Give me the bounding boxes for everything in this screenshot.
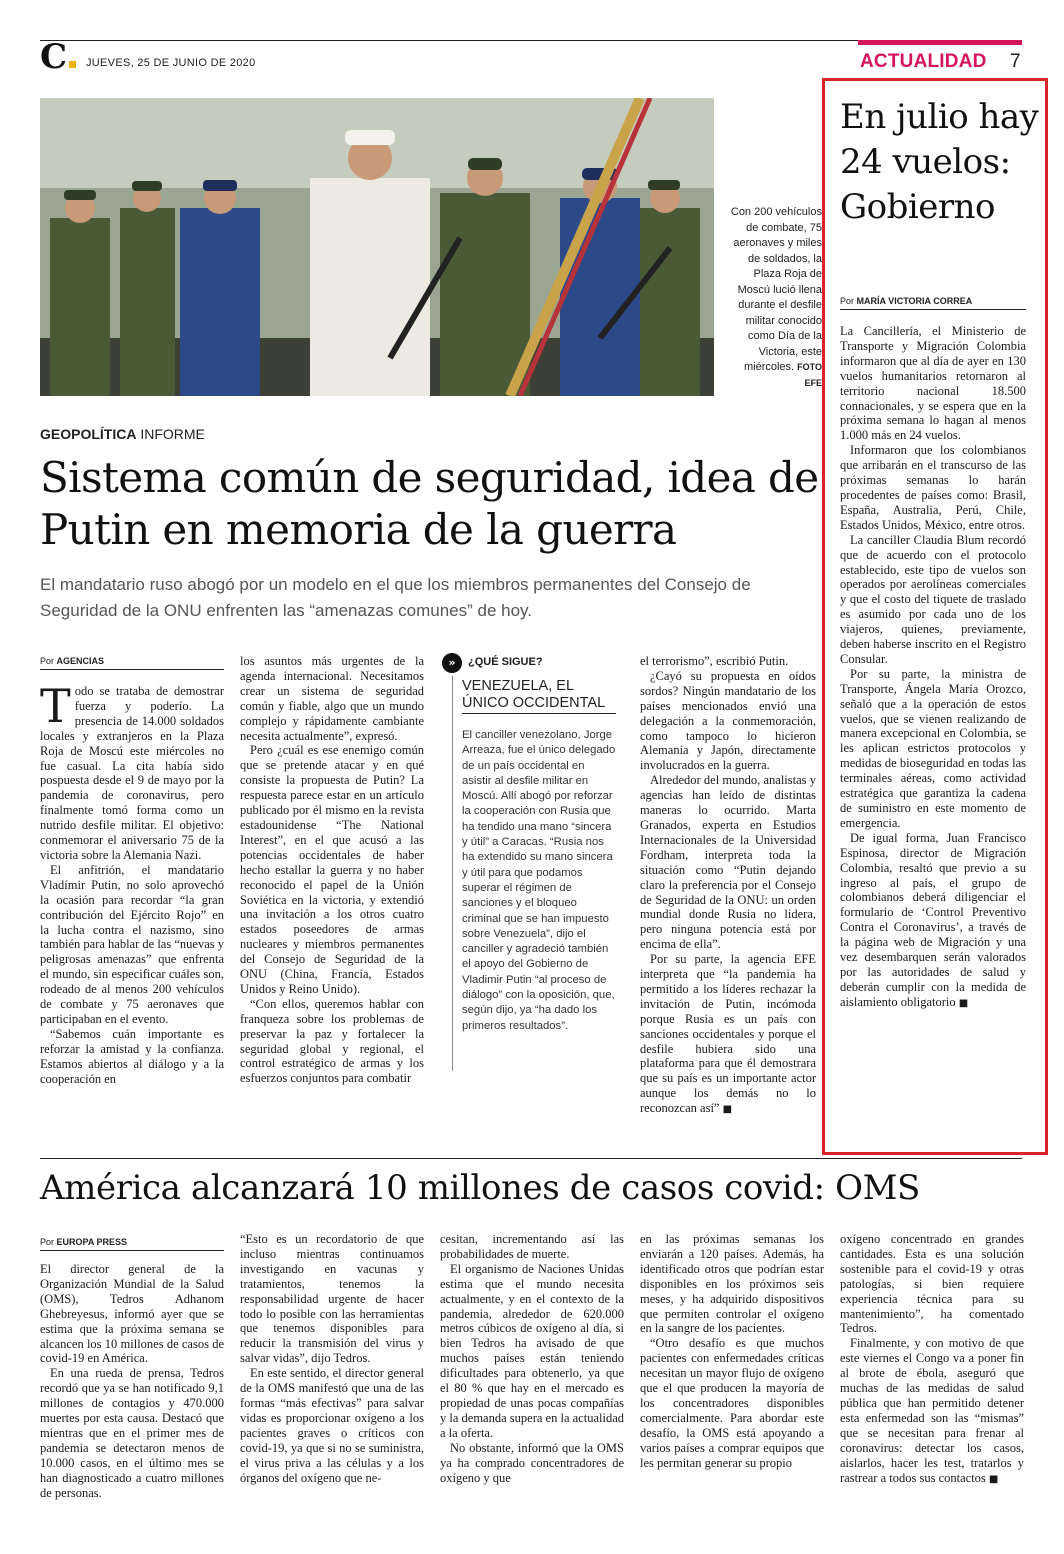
paragraph: El anfitrión, el mandatario Vladímir Putin, no solo aprovechó la ocasión para recordar “la gran contribución del Ejército Rojo” en la lucha contra el nazismo, sino también para hablar de las “nuevas y peligrosas amenazas” que enfrenta el mundo, sin especificar cuáles son, rodeado de al menos 200 vehículos de combate y 75 aeronaves que participaban en el evento. bbox=[40, 862, 224, 1026]
paragraph: oxígeno concentrado en grandes cantidades. Esta es una solución sostenible para el covid-19 y otras patologías, si bien requiere experiencia técnica para su mantenimiento”, ha comentado Tedros. bbox=[840, 1232, 1024, 1336]
article-column-2 bbox=[240, 654, 424, 1086]
paragraph-text: Finalmente, y con motivo de que este viernes el Congo va a poner fin al brote de ébola, aseguró que muchas de las medidas de salud pública que han permitido detener esta enfermedad son las “mismas” que se necesitan para frenar al coronavirus: detectar los casos, aislarlos, hacer les test, tratarlos y rastrear a todos sus contactos bbox=[840, 1336, 1024, 1485]
paragraph: En una rueda de prensa, Tedros recordó que ya se han notificado 9,1 millones de contagios y 470.000 muertes por esta causa. Destacó que mientras que en el primer mes de pandemia se detectaron menos de 10.000 casos, en el último mes se han diagnosticado a cuatro millones de personas. bbox=[40, 1366, 224, 1500]
paragraph: El organismo de Naciones Unidas estima que el mundo necesita actualmente, y en el contexto de la pandemia, alrededor de 620.000 metros cúbicos de oxígeno al día, si bien Tedros ha avisado de que muchos países están teniendo dificultades para obtenerlo, ya que el 80 % que hay en el mercado es propiedad de unas pocas compañías y la demanda supera en la actualidad a la oferta. bbox=[440, 1261, 624, 1440]
bottom-headline: América alcanzará 10 millones de casos covid: OMS bbox=[40, 1168, 920, 1208]
sidebar-headline: VENEZUELA, EL ÚNICO OCCIDENTAL bbox=[462, 678, 606, 711]
paragraph: Pero ¿cuál es ese enemigo común que se pretende atacar y en qué consiste la propuesta de Putin? La respuesta parece estar en un artículo publicado por él mismo en la revista estadounidense “The National Interest”, en el que acusó a las potencias occidentales de haber hecho estallar la guerra y no haber reconocido el papel de la Unión Soviética en la victoria, y extendió una invitación a los otros cuatro estados poseedores de armas nucleares y miembros permanentes del Consejo de Seguridad de la ONU (China, Francia, Estados Unidos y Reino Unido). bbox=[240, 743, 424, 996]
byline-prefix: Por bbox=[40, 656, 55, 666]
sidebar-kicker: ¿QUÉ SIGUE? bbox=[468, 656, 543, 668]
kicker-type: INFORME bbox=[140, 426, 205, 442]
section-bar bbox=[858, 40, 1022, 45]
box-headline: En julio hay 24 vuelos: Gobierno bbox=[840, 97, 1039, 227]
paragraph bbox=[640, 952, 816, 1118]
box-byline bbox=[840, 296, 1026, 310]
byline-author: MARÍA VICTORIA CORREA bbox=[856, 296, 973, 306]
newspaper-logo bbox=[40, 37, 76, 77]
paragraph: cesitan, incrementando así las probabilidades de muerte. bbox=[440, 1232, 624, 1261]
bottom-byline bbox=[40, 1237, 224, 1251]
section-label: ACTUALIDAD bbox=[860, 51, 987, 72]
logo-letter: C bbox=[40, 37, 68, 77]
paragraph: “Otro desafío es que muchos pacientes con enfermedades críticas necesitan un mayor flujo de oxígeno que el que producen la mayoría de los concentradores disponibles comercialmente. Para abordar este desafío, la OMS está apoyando a varios países a comprar equipos que les permitan generar su propio bbox=[640, 1336, 824, 1470]
paragraph bbox=[840, 831, 1026, 1012]
paragraph: El director general de la Organización Mundial de la Salud (OMS), Tedros Adhanom Ghebreyesus, informó ayer que se estima que la próxima semana se alcancen los 10 millones de casos de covid-19 en América. bbox=[40, 1262, 224, 1366]
bottom-rule bbox=[40, 1158, 1022, 1159]
bottom-column-2 bbox=[240, 1232, 424, 1485]
paragraph bbox=[840, 1336, 1024, 1487]
photo-credit: FOTO EFE bbox=[797, 362, 822, 388]
paragraph bbox=[40, 679, 224, 863]
article-kicker bbox=[40, 426, 205, 442]
paragraph: “Esto es un recordatorio de que incluso mientras continuamos investigando en vacunas y tratamientos, tenemos la responsabilidad urgente de hacer todo lo posible con las herramientas que tenemos disponibles para reducir la transmisión del virus y salvar vidas”, dijo Tedros. bbox=[240, 1232, 424, 1366]
sidebar-rule bbox=[462, 713, 616, 714]
page-number: 7 bbox=[1010, 51, 1021, 72]
double-chevron-icon: » bbox=[442, 653, 462, 673]
bottom-column-1 bbox=[40, 1262, 224, 1501]
sidebar-divider bbox=[452, 676, 453, 1071]
article-byline bbox=[40, 656, 224, 670]
article-column-1 bbox=[40, 679, 224, 1086]
logo-dot bbox=[69, 61, 76, 68]
paragraph: La canciller Claudia Blum recordó que de acuerdo con el protocolo establecido, este tipo de vuelos son operados por aerolíneas comerciales y que el costo del tiquete de traslado es asumido por cada uno de los viajeros, quienes, previamente, deben haberse inscrito en el Registro Consular. bbox=[840, 532, 1026, 666]
end-mark: ■ bbox=[958, 997, 969, 1009]
article-deck: El mandatario ruso abogó por un modelo en el que los miembros permanentes del Consejo de Seguridad de la ONU enfrenten las “amenazas comunes” de hoy. bbox=[40, 575, 751, 620]
paragraph-text: De igual forma, Juan Francisco Espinosa, director de Migración Colombia, resaltó que previo a su ingreso al país, el grupo de colombianos deberá diligenciar el formulario de ‘Control Preventivo Contra el Coronavirus’, a través de la página web de Migración y una vez desembarquen serán valorados por las autoridades de salud y deberán cumplir con la medida de aislamiento obligatorio bbox=[840, 830, 1026, 1009]
byline-prefix: Por bbox=[840, 296, 855, 306]
article-column-4 bbox=[640, 654, 816, 1118]
paragraph: Alrededor del mundo, analistas y agencias han leído de distintas maneras lo ocurrido. Marta Granados, experta en Estudios Internacionales de la Universidad Fordham, interpreta toda la situación como “Putin dejando claro la preferencia por el Consejo de Seguridad de la ONU: un orden mundial donde Rusia no lidera, pero ninguna potencia está por encima de ella”. bbox=[640, 773, 816, 952]
bottom-column-5 bbox=[840, 1232, 1024, 1487]
paragraph: No obstante, informó que la OMS ya ha comprado concentradores de oxígeno y que bbox=[440, 1440, 624, 1485]
paragraph-text: Por su parte, la agencia EFE interpreta que “la pandemia ha permitido a los líderes rechazar la invitación de Putin, incómoda porque Rusia es un país con sanciones occidentales y porque el desfile hubiera sido una plataforma para que él demostrara que su país es un importante actor aunque los demás no lo reconozcan así” bbox=[640, 952, 816, 1116]
paragraph: en las próximas semanas los enviarán a 120 países. Además, ha identificado otros que podrían estar disponibles en los próximos seis meses, y ha adquirido dispositivos que permiten controlar el oxígeno en la sangre de los pacientes. bbox=[640, 1232, 824, 1336]
byline-author: EUROPA PRESS bbox=[56, 1237, 128, 1247]
paragraph: “Con ellos, queremos hablar con franqueza sobre los problemas de preservar la paz y fortalecer la seguridad global y regional, el control estratégico de armas y los esfuerzos conjuntos para combatir bbox=[240, 996, 424, 1086]
paragraph: ¿Cayó su propuesta en oídos sordos? Ningún mandatario de los países mencionados envió una delegación a la conmemoración, como tampoco lo hicieron Alemania y Japón, directamente involucrados en la guerra. bbox=[640, 668, 816, 773]
paragraph: los asuntos más urgentes de la agenda internacional. Necesitamos crear un sistema de seguridad común y fiable, algo que un mundo complejo y rápidamente cambiante necesita actualmente”, expresó. bbox=[240, 654, 424, 743]
byline-prefix: Por bbox=[40, 1237, 55, 1247]
paragraph: La Cancillería, el Ministerio de Transporte y Migración Colombia informaron que al día de ayer en 130 vuelos humanitarios retornaron al territorio nacional 18.500 connacionales, y se espera que en la próxima semana lo hagan al menos 1.000 más en 24 vuelos. bbox=[840, 324, 1026, 443]
sidebar-body: El canciller venezolano, Jorge Arreaza, fue el único delegado de un país occidental en asistir al desfile militar en Moscú. Allí abogó por reforzar la cooperación con Rusia que ha tendido una mano “sincera y útil” a Caracas. “Rusia nos ha extendido su mano sincera y útil para que podamos superar el régimen de sanciones y el bloqueo criminal que se han impuesto sobre Venezuela”, dijo el canciller y agradeció también el apoyo del Gobierno de Vladimir Putin “al proceso de diálogo” con la oposición, que, según dijo, ya “ha dado los primeros resultados”. bbox=[462, 729, 616, 1032]
photo-caption bbox=[730, 205, 822, 391]
paragraph-text: odo se trataba de demostrar fuerza y poderío. La presencia de 14.000 soldados locales y extranjeros en la Plaza Roja de Moscú este miércoles no fue casual. La cita había sido pospuesta desde el 9 de mayo por la pandemia de coronavirus, pero finalmente tomó forma como un nutrido desfile militar. El objetivo: conmemorar el aniversario 75 de la victoria sobre la Alemania Nazi. bbox=[40, 684, 224, 862]
parade-photo bbox=[40, 98, 714, 396]
photo-caption-text: Con 200 vehículos de combate, 75 aeronaves y miles de soldados, la Plaza Roja de Moscú lució llena durante el desfile militar conocido como Día de la Victoria, este miércoles. bbox=[730, 206, 822, 373]
box-article-body bbox=[840, 324, 1026, 1012]
paragraph: el terrorismo”, escribió Putin. bbox=[640, 654, 789, 668]
dropcap: T bbox=[40, 679, 71, 733]
bottom-column-3 bbox=[440, 1232, 624, 1485]
byline-author: AGENCIAS bbox=[56, 656, 105, 666]
end-mark: ■ bbox=[722, 1104, 733, 1116]
paragraph: En este sentido, el director general de la OMS manifestó que una de las formas “más efectivas” para salvar vidas es proporcionar oxígeno a los pacientes graves o críticos con covid-19, ya que si no se suministra, el virus priva a las células y a los órganos del oxígeno que ne- bbox=[240, 1366, 424, 1485]
paragraph: “Sabemos cuán importante es reforzar la amistad y la confianza. Estamos abiertos al diálogo y a la cooperación en bbox=[40, 1026, 224, 1086]
article-headline: Sistema común de seguridad, idea de Putin en memoria de la guerra bbox=[40, 453, 819, 554]
paragraph: Por su parte, la ministra de Transporte, Ángela María Orozco, señaló que a la operación de estos vuelos, que se vienen realizando de manera excepcional en Colombia, se les aplican estrictos protocolos y medidas de bioseguridad en todas las terminales aéreas, como actividad estratégica que garantiza la cadena de suministro en este momento de emergencia. bbox=[840, 666, 1026, 830]
bottom-column-4 bbox=[640, 1232, 824, 1471]
issue-date: JUEVES, 25 DE JUNIO DE 2020 bbox=[86, 57, 256, 69]
paragraph: Informaron que los colombianos que arribarán en el transcurso de las próximas semanas lo harán procedentes de países como: Brasil, España, Australia, Perú, Chile, Estados Unidos, México, entre otros. bbox=[840, 443, 1026, 532]
end-mark: ■ bbox=[988, 1473, 999, 1485]
kicker-section: GEOPOLÍTICA bbox=[40, 426, 137, 442]
parade-photo-illustration bbox=[40, 98, 714, 396]
